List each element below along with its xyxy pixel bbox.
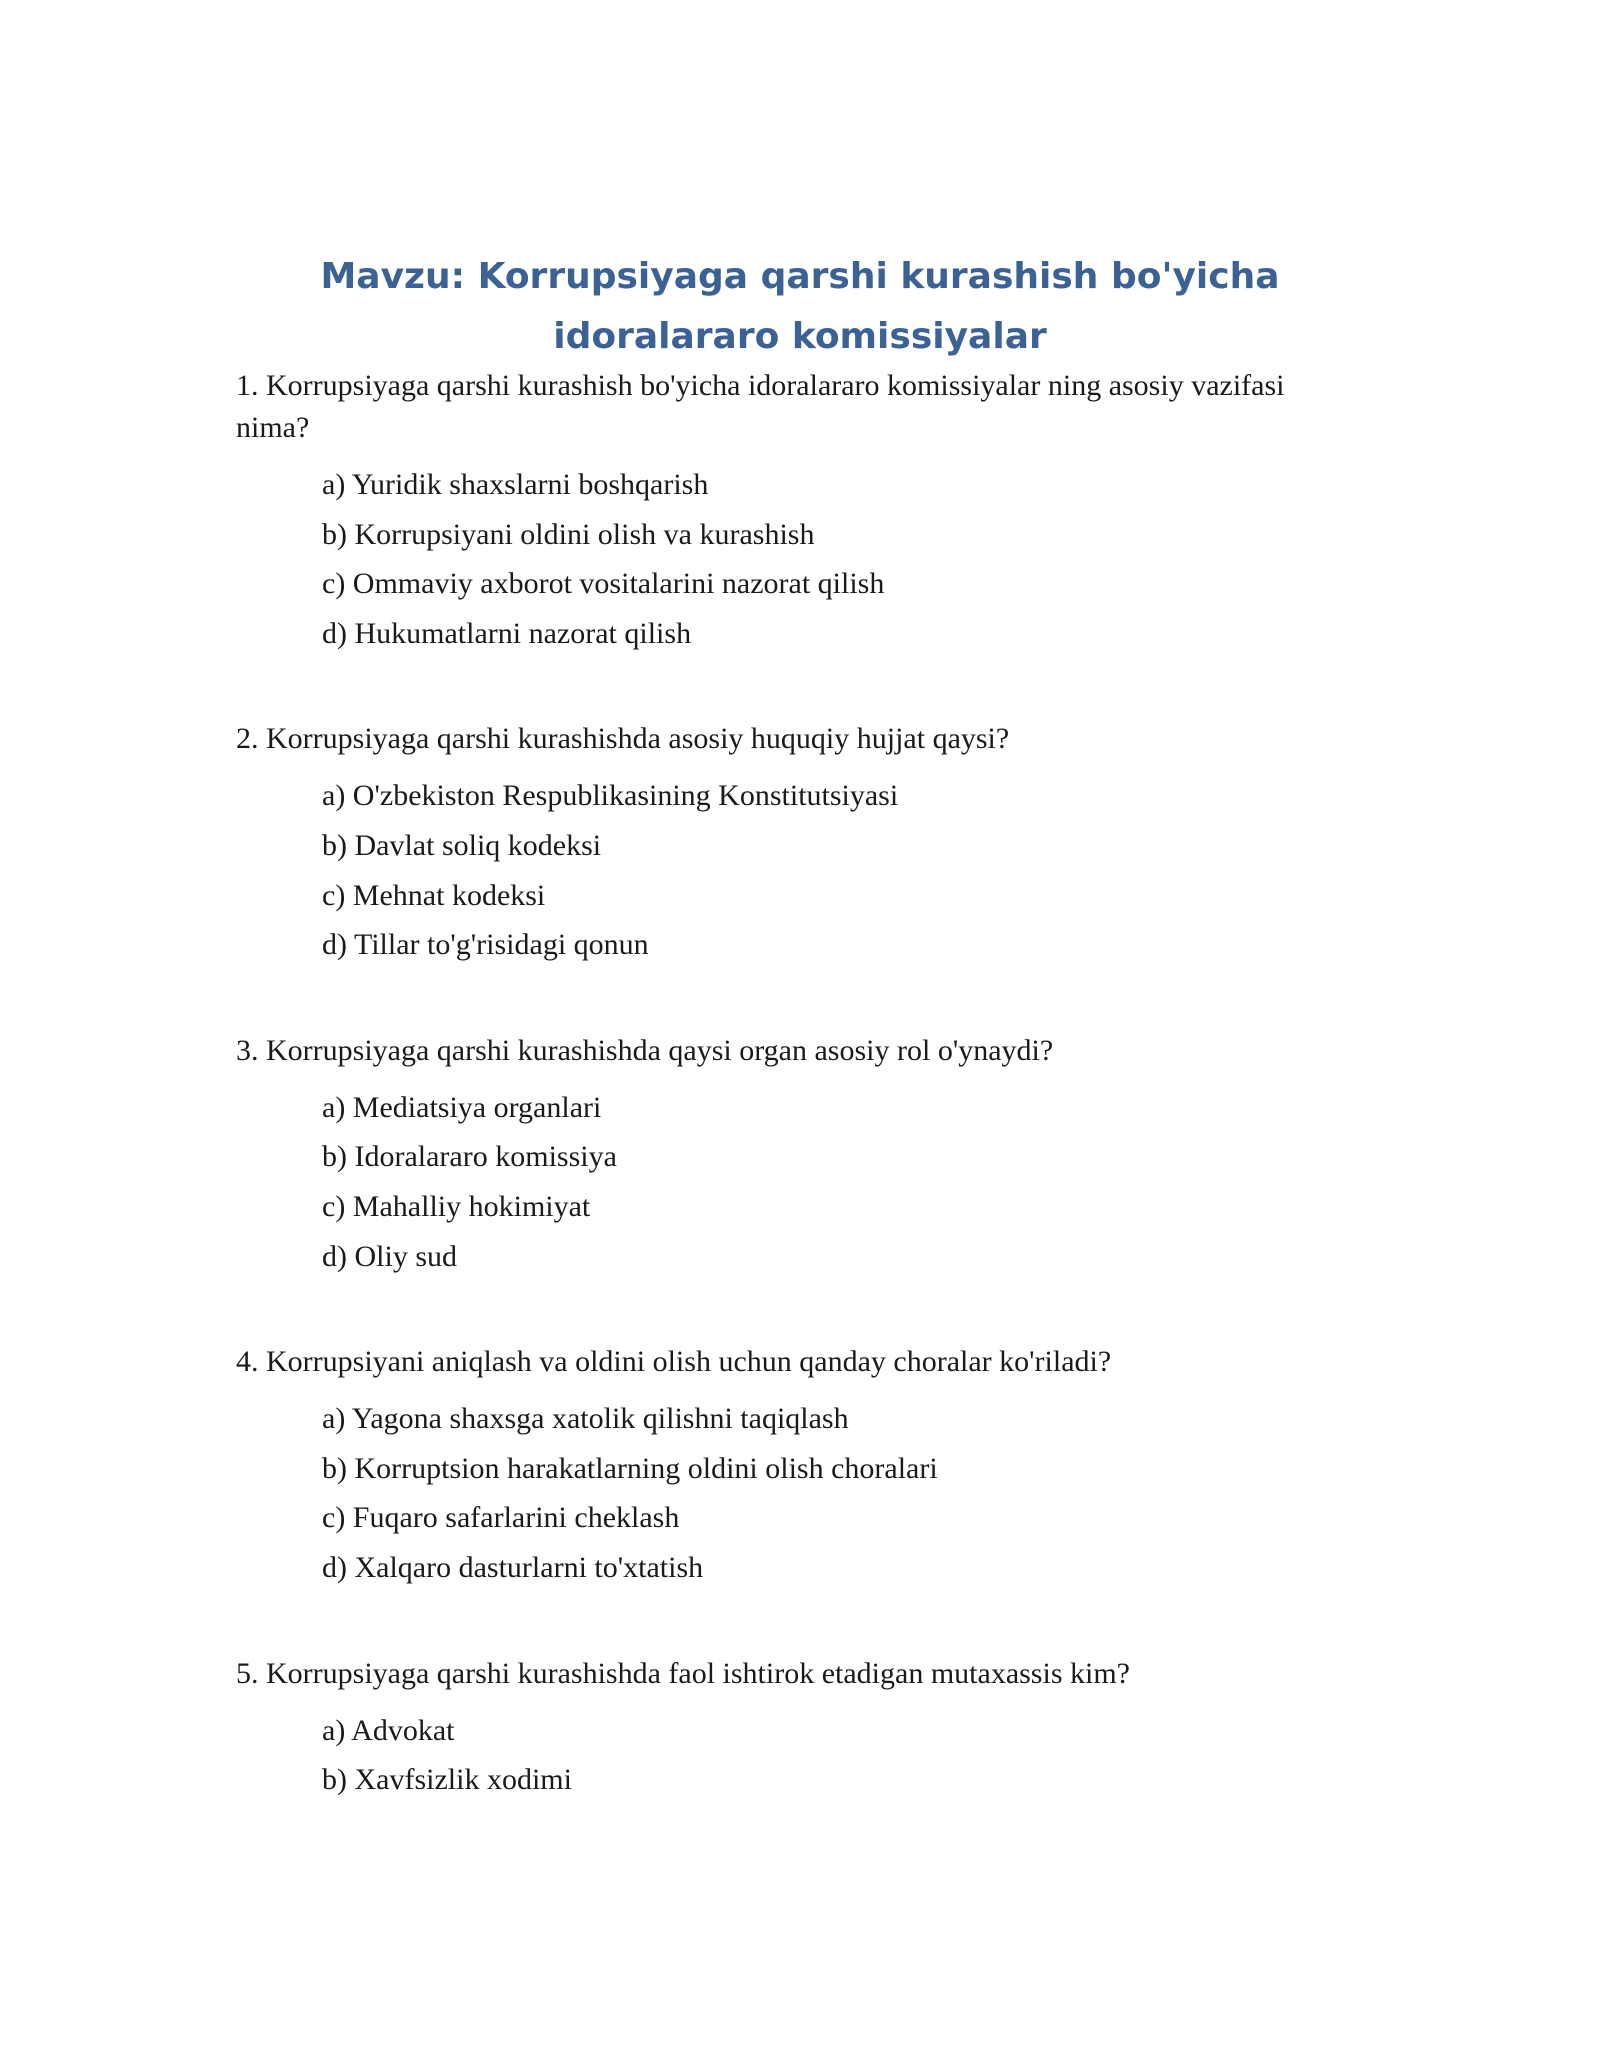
- option-a: a) Yuridik shaxslarni boshqarish: [322, 468, 709, 501]
- question-1: [236, 365, 1364, 658]
- option-b: b) Xavfsizlik xodimi: [322, 1763, 572, 1797]
- question-text: 5. Korrupsiyaga qarshi kurashishda faol ishtirok etadigan mutaxassis kim?: [236, 1656, 1130, 1690]
- option-d: d) Hukumatlarni nazorat qilish: [322, 616, 692, 650]
- option-c: c) Mahalliy hokimiyat: [322, 1189, 591, 1223]
- document-title: Mavzu: Korrupsiyaga qarshi kurashish bo'yicha idoralararo komissiyalar: [320, 256, 1280, 357]
- option-list: [236, 1083, 1364, 1281]
- question-text: 2. Korrupsiyaga qarshi kurashishda asosiy huquqiy hujjat qaysi?: [236, 722, 1010, 756]
- option-d: d) Xalqaro dasturlarni to'xtatish: [322, 1550, 704, 1584]
- question-text: 4. Korrupsiyani aniqlash va oldini olish uchun qanday choralar ko'riladi?: [236, 1345, 1112, 1379]
- option-b: b) Korrupsiyani oldini olish va kurashish: [322, 517, 815, 551]
- option-list: [236, 771, 1364, 969]
- option-a: a) Yagona shaxsga xatolik qilishni taqiqlash: [322, 1402, 849, 1436]
- option-b: b) Davlat soliq kodeksi: [322, 828, 602, 862]
- option-list: [236, 1706, 1364, 1805]
- question-2: [236, 718, 1364, 969]
- option-list: [236, 460, 1364, 658]
- option-a: a) Advokat: [322, 1713, 455, 1747]
- quiz-content: [236, 365, 1364, 1865]
- option-b: b) Idoralararo komissiya: [322, 1140, 617, 1174]
- option-c: c) Fuqaro safarlarini cheklash: [322, 1501, 680, 1535]
- option-a: a) Mediatsiya organlari: [322, 1090, 602, 1124]
- option-list: [236, 1394, 1364, 1592]
- question-5: [236, 1653, 1364, 1805]
- option-c: c) Ommaviy axborot vositalarini nazorat qilish: [322, 567, 885, 601]
- option-d: d) Tillar to'g'risidagi qonun: [322, 928, 649, 962]
- question-text: 1. Korrupsiyaga qarshi kurashish bo'yicha idoralararo komissiyalar ning asosiy vazifasi nima?: [236, 369, 1285, 444]
- question-4: [236, 1341, 1364, 1592]
- question-3: [236, 1030, 1364, 1281]
- option-d: d) Oliy sud: [322, 1239, 457, 1273]
- option-c: c) Mehnat kodeksi: [322, 878, 546, 912]
- option-b: b) Korruptsion harakatlarning oldini olish choralari: [322, 1451, 938, 1485]
- option-a: a) O'zbekiston Respublikasining Konstitutsiyasi: [322, 779, 899, 813]
- question-text: 3. Korrupsiyaga qarshi kurashishda qaysi organ asosiy rol o'ynaydi?: [236, 1033, 1054, 1067]
